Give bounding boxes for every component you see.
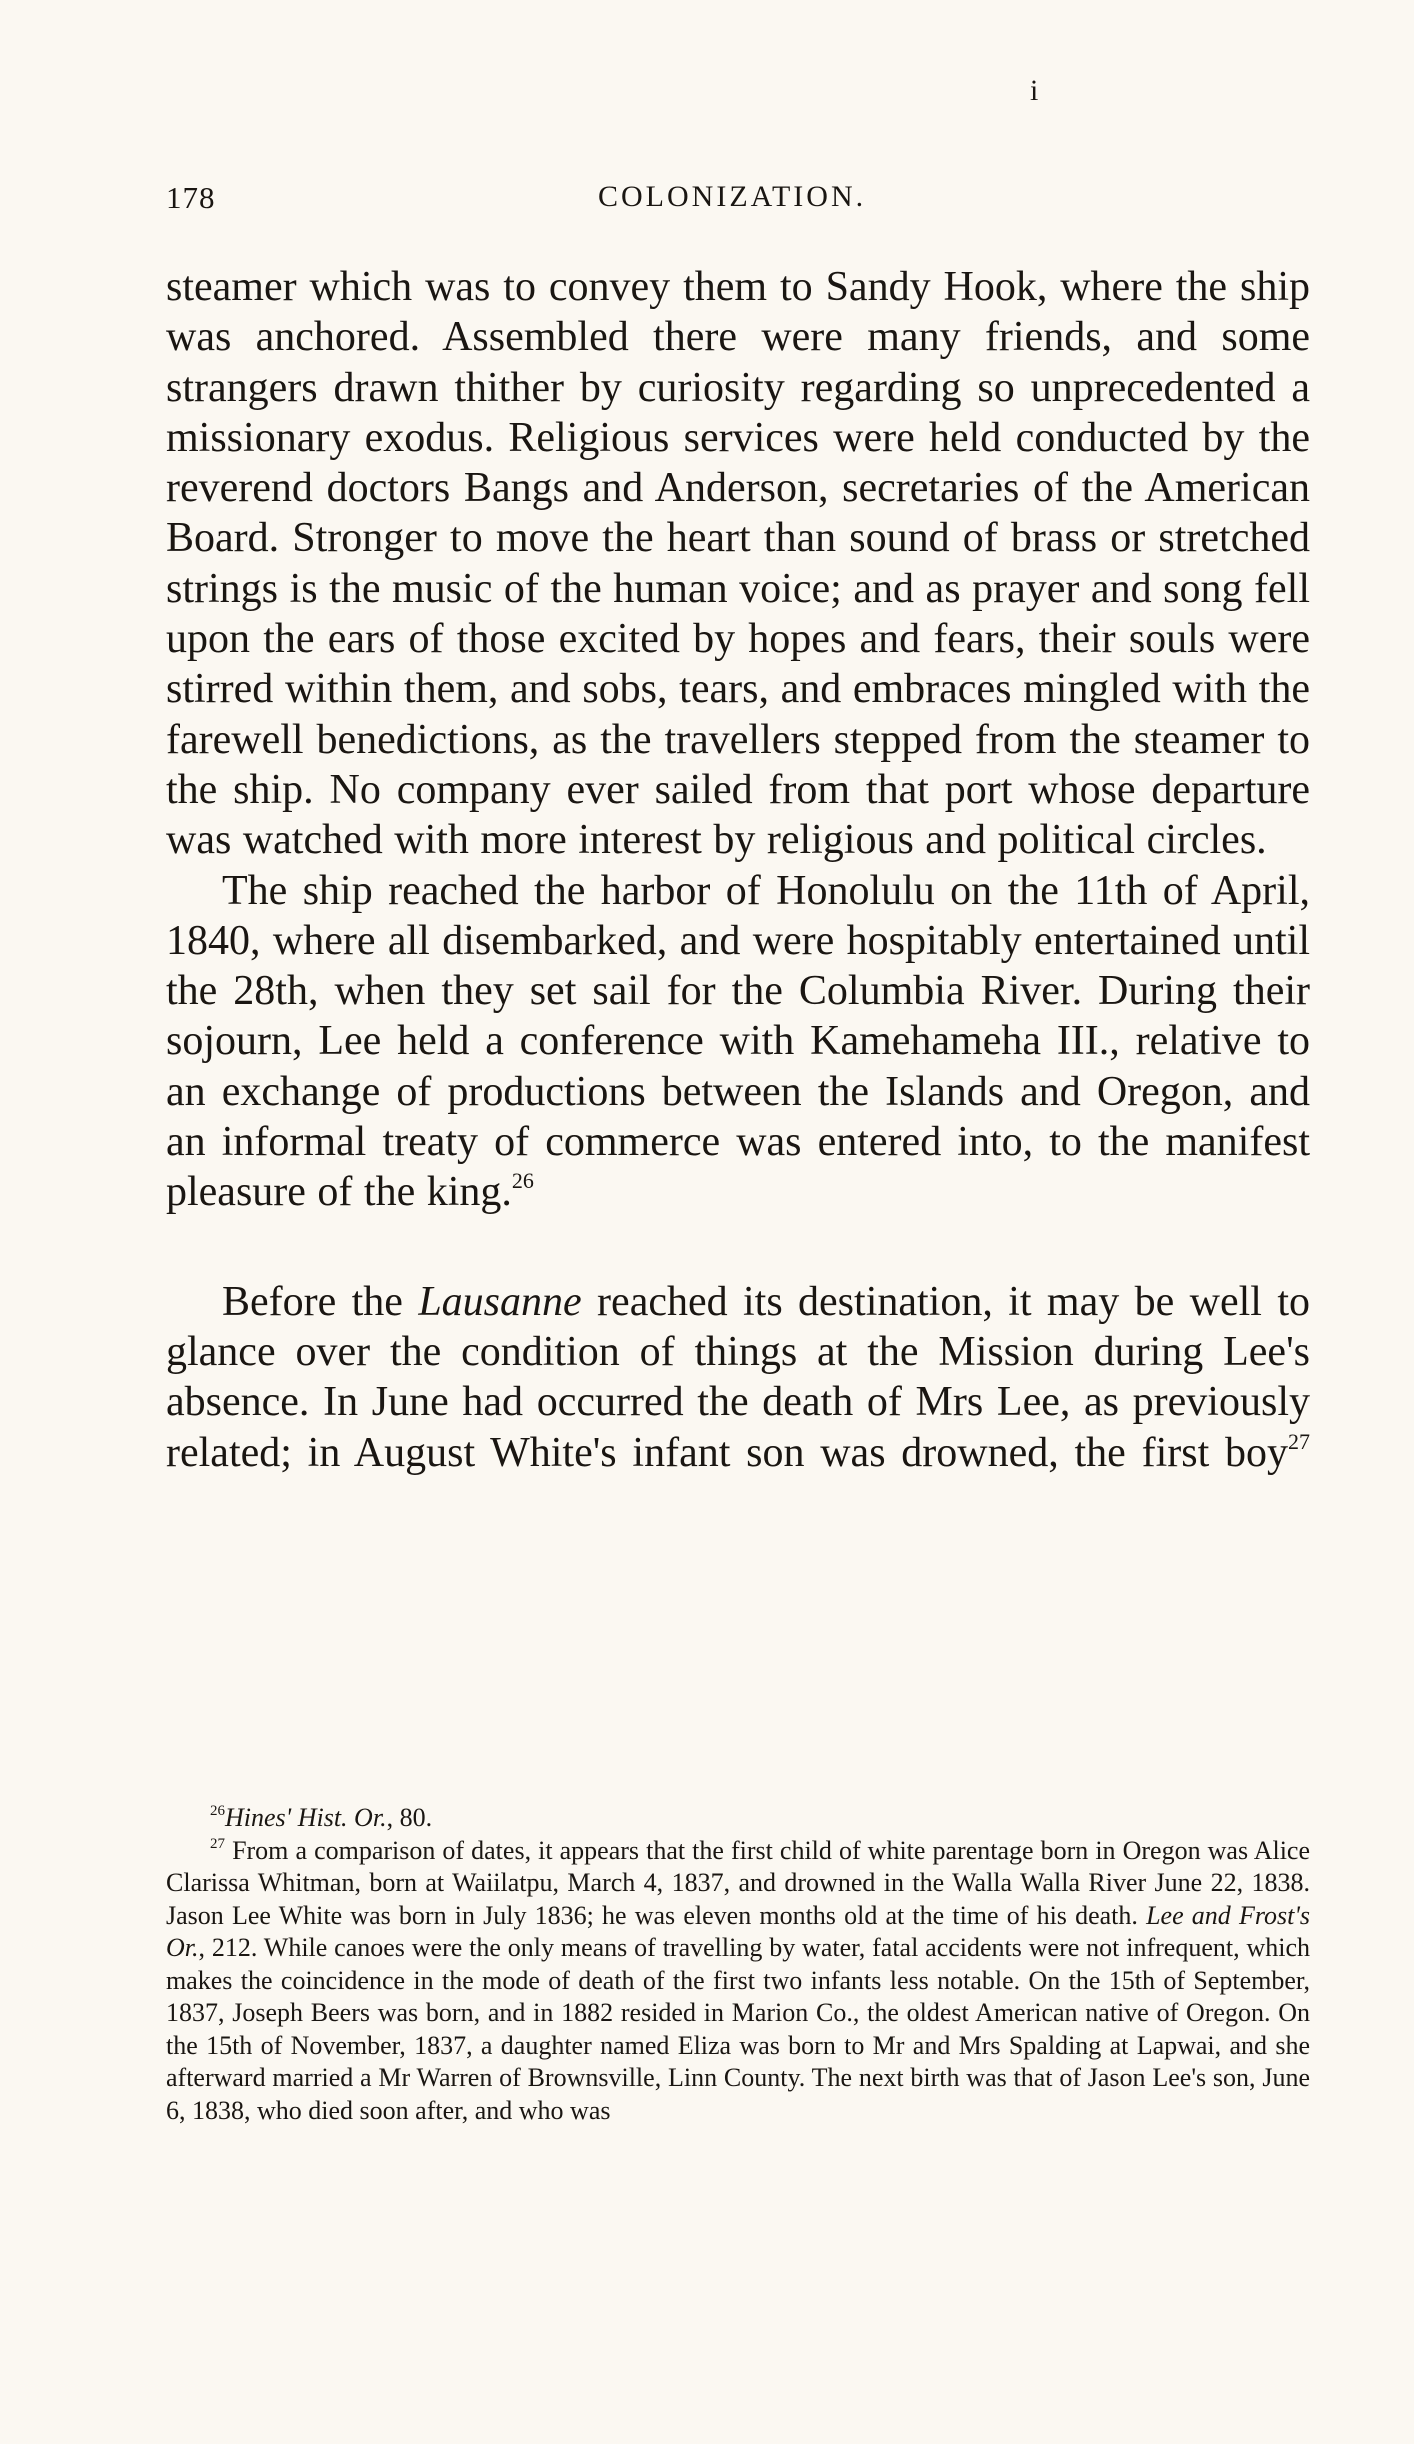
- footnote-27-text-2: , 212. While canoes were the only means of travelling by water, fatal accidents were not infrequent, which makes the coincidence in the mode of death of the first two infants less notable. On the 15th of September, 1837, Joseph Beers was born, and in 1882 resided in Marion Co., the oldest American native of Oregon. On the 15th of November, 1837, a daughter named Eliza was born to Mr and Mrs Spalding at Lapwai, and she afterward married a Mr Warren of Brownsville, Linn County. The next birth was that of Jason Lee's son, June 6, 1838, who died soon after, and who was: [166, 1933, 1310, 2125]
- paragraph-2-text: The ship reached the harbor of Honolulu on the 11th of April, 1840, where all disembarked, and were hospitably entertained until the 28th, when they set sail for the Columbia River. During their sojourn, Lee held a conference with Kamehameha III., relative to an exchange of productions between the Islands and Oregon, and an informal treaty of commerce was entered into, to the manifest pleasure of the king.: [166, 867, 1310, 1216]
- paragraph-mission: [166, 1277, 1310, 1478]
- footnote-26-text: , 80.: [386, 1803, 433, 1832]
- footnote-27-text-1: From a comparison of dates, it appears that the first child of white parentage born in Oregon was Alice Clarissa Whitman, born at Waiilatpu, March 4, 1837, and drowned in the Walla Walla River June 22, 1838. Jason Lee White was born in July 1836; he was eleven months old at the time of his death.: [166, 1835, 1310, 1930]
- ship-name: Lausanne: [418, 1278, 582, 1325]
- paragraph-1-text: steamer which was to convey them to Sandy Hook, where the ship was anchored. Assembled there were many friends, and some strangers drawn thither by curiosity regarding so unprecedented a missionary exodus. Religious services were held conducted by the reverend doctors Bangs and Anderson, secretaries of the American Board. Stronger to move the heart than sound of brass or stretched strings is the music of the human voice; and as prayer and song fell upon the ears of those excited by hopes and fears, their souls were stirred within them, and sobs, tears, and embraces mingled with the farewell benedictions, as the travellers stepped from the steamer to the ship. No company ever sailed from that port whose departure was watched with more interest by religious and political circles.: [166, 264, 1310, 864]
- footnotes: [166, 1802, 1310, 2127]
- footnote-marker-27: 27: [210, 1835, 225, 1852]
- main-text: [166, 262, 1310, 1478]
- paragraph-honolulu: [166, 866, 1310, 1218]
- paragraph-3-after: reached its destination, it may be well to glance over the condition of things at the Mission during Lee's absence. In June had occurred the death of Mrs Lee, as previously related; in August White's infant son was drowned, the first boy: [166, 1278, 1310, 1476]
- paragraph-continued: [166, 262, 1310, 866]
- running-head: COLONIZATION.: [598, 180, 867, 213]
- footnote-26-source: Hines' Hist. Or.: [225, 1803, 387, 1832]
- footnote-marker-26: 26: [210, 1803, 225, 1819]
- footnote-ref-26: 26: [511, 1168, 534, 1194]
- footnote-27-source: Lee and Frost's Or.: [166, 1900, 1310, 1962]
- footnote-26: [166, 1802, 1310, 1835]
- footnote-ref-27: 27: [1288, 1428, 1310, 1454]
- running-header: [166, 180, 1310, 224]
- footnote-27: [166, 1835, 1310, 2128]
- printer-mark: i: [1030, 74, 1039, 107]
- paragraph-3-before: Before the: [222, 1278, 419, 1325]
- page-number: 178: [166, 180, 216, 215]
